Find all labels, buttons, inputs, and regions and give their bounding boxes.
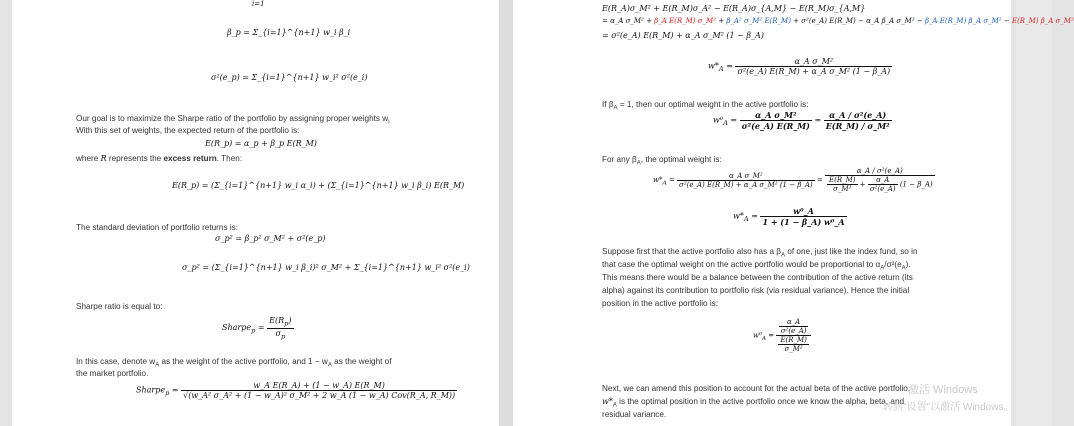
- suppose-2a: that case the optimal weight on the active portfolio would be proportional to α: [602, 260, 881, 269]
- sharpe-den-sub: p: [280, 332, 286, 341]
- wstar2-den-frac1: [827, 176, 858, 193]
- denote-sub2: A: [327, 362, 332, 369]
- sum-index-top: i=1: [252, 0, 265, 8]
- wstar2-num: α_A σ_M²: [677, 172, 815, 181]
- if-beta-text: If β: [602, 100, 614, 109]
- windows-watermark-line2: 转到"设置"以激活 Windows。: [883, 402, 1014, 413]
- eq-top-line2: [602, 17, 1074, 25]
- if-beta-sub: A: [613, 105, 618, 112]
- suppose-1-sub: A: [781, 252, 786, 259]
- suppose-2-sub2: A: [901, 265, 906, 272]
- eq-w-star-general: $w*_A$ = $\frac{\text{α\_A σ\_M²}}{\text{σ²(e\_A) E(R\_M) + α\_A σ\_M² (1 − β\_A)}}$ = α_A / σ²(e_A) $\frac{E(R\_M)}{\text{σ\_M²}}$ + $\frac{\alpha\_A}{\text{σ²(e\_A)}}$ (1 − β_A): [653, 167, 933, 193]
- w0-frac2: [824, 110, 892, 131]
- w0b-frac: [776, 318, 811, 353]
- wstar2-den-frac1-den: σ_M²: [833, 185, 852, 193]
- next-wstar-sub: A: [612, 402, 617, 409]
- eq-w-star-final: $w*_A$ = $\frac{\text{w⁰\_A}}{\text{1 + (1 − β\_A) w⁰\_A}}$: [733, 206, 845, 227]
- wstar2-den-tail: (1 − β_A): [899, 180, 933, 189]
- wstar-lhs-sub: A: [718, 65, 724, 74]
- para-std: The standard deviation of portfolio returns is:: [76, 223, 239, 232]
- para-suppose-line3: This means there would be a balance between the contribution of the active return (its: [602, 273, 913, 282]
- wstar2-den: σ²(e_A) E(R_M) + α_A σ_M² (1 − β_A): [679, 180, 813, 189]
- if-beta-rest: = 1, then our optimal weight in the active portfolio is:: [617, 100, 809, 109]
- where-symbol: R: [100, 154, 107, 163]
- right-page: [513, 0, 1074, 426]
- wstar2-den-frac2: [868, 176, 898, 193]
- suppose-1a: Suppose first that the active portfolio also has a β: [602, 247, 782, 256]
- wstar2-den-right: $\frac{E(R\_M)}{\text{σ\_M²}}$ + $\frac{\alpha\_A}{\text{σ²(e\_A)}}$ (1 − β_A): [829, 176, 933, 193]
- sharpe-frac: [267, 316, 293, 340]
- eq-top2-part1: β_A E(R_M) σ_M²: [654, 17, 716, 25]
- para-next-line3: residual variance.: [602, 410, 667, 419]
- where-suffix: . Then:: [216, 154, 243, 163]
- wstar3-den: 1 + (1 − β_A) w⁰_A: [762, 217, 845, 227]
- eq-top2-part7: E(R_M) β_A σ_M²: [1011, 17, 1074, 25]
- wstar-frac: [735, 57, 892, 76]
- eq-variance-1: σ_p² = β_p² σ_M² + σ²(e_p): [215, 234, 326, 243]
- where-bold: excess return: [163, 154, 217, 163]
- suppose-2-sub1: A: [880, 265, 885, 272]
- para-goal-sub: i: [388, 119, 390, 126]
- denote-sub1: A: [155, 362, 160, 369]
- where-mid: represents the: [106, 154, 164, 163]
- sharpe2-den: √(w_A² σ_A² + (1 − w_A)² σ_M² + 2 w_A (1 − w_A) Cov(R_A, R_M)): [183, 391, 456, 400]
- eq-beta-p-text: β_p = Σ_{i=1}^{n+1} w_i β_i: [227, 28, 351, 37]
- eq-top2-part6: −: [1001, 17, 1012, 25]
- sharpe-den-text: σ: [275, 328, 281, 338]
- eq-w-zero-initial: $w^0_A$ = $\frac{\frac{\alpha\_A}{\text{σ²(e\_A)}}}{\frac{E(R\_M)}{\text{σ\_M²}}}$: [753, 318, 811, 353]
- eq-sharpe-weighted: Sharpe$_p$ = w_A E(R_A) + (1 − w_A) E(R_M) √(w_A² σ_A² + (1 − w_A)² σ_M² + 2 w_A (1 − w_A) Cov(R_A, R_M)): [136, 381, 456, 400]
- w0-num2: α_A / σ²(e_A): [824, 110, 892, 121]
- w0b-den-num: E(R_M): [780, 336, 807, 344]
- for-any-rest: , the optimal weight is:: [640, 155, 722, 164]
- para-where: [76, 153, 242, 164]
- w0b-num: [776, 318, 811, 336]
- next-text: is the optimal position in the active portfolio once we know the alpha, beta, and: [616, 397, 905, 406]
- w0b-num-frac: [779, 318, 809, 335]
- w0-den2: E(R_M) / σ_M²: [825, 121, 890, 131]
- w0b-num-den: σ²(e_A): [780, 327, 807, 335]
- eq-variance-2: σ_p² = (Σ_{i=1}^{n+1} w_i β_i)² σ_M² + Σ_{i=1}^{n+1} w_i² σ²(e_i): [182, 263, 470, 272]
- wstar3-frac: [760, 206, 846, 227]
- wstar2-frac-right: [825, 167, 935, 193]
- left-page: [12, 0, 499, 426]
- w0-lhs-sub: A: [723, 119, 728, 128]
- para-denote-line2: the market portfolio.: [76, 369, 149, 378]
- w0b-num-num: α_A: [779, 318, 809, 327]
- denote-3: as the weight of: [331, 357, 392, 366]
- eq-expanded-return: E(R_p) = (Σ_{i=1}^{n+1} w_i α_i) + (Σ_{i=1}^{n+1} w_i β_i) E(R_M): [172, 181, 465, 190]
- w0b-den-den: σ_M²: [784, 345, 803, 353]
- page-gutter: [499, 0, 513, 426]
- suppose-2c: ).: [905, 260, 911, 269]
- eq-top-line1: E(R_A)σ_M² + E(R_M)σ_A² − E(R_A)σ_{A,M} − E(R_M)σ_{A,M}: [602, 4, 866, 13]
- eq-top2-part0: = α_A σ_M² +: [602, 17, 655, 25]
- for-any-sub: A: [636, 160, 641, 167]
- eq-top-line3: = σ²(e_A) E(R_M) + α_A σ_M² (1 − β_A): [602, 31, 764, 40]
- wstar-lhs: w*: [708, 61, 719, 71]
- w0b-den-frac: [778, 336, 809, 353]
- wstar3-num: w⁰_A: [760, 206, 846, 217]
- eq-top2-part3: β_A² σ_M² E(R_M): [726, 17, 791, 25]
- suppose-1b: of one, just like the index fund, so in: [785, 247, 918, 256]
- eq-top2-part2: +: [716, 17, 727, 25]
- para-sharpe: Sharpe ratio is equal to:: [76, 302, 163, 311]
- para-next-line1: Next, we can amend this position to account for the actual beta of the active portfolio.: [602, 384, 911, 393]
- scrollbar[interactable]: [1016, 0, 1052, 426]
- sharpe-num-text: E(R: [269, 316, 285, 325]
- sharpe2-num: w_A E(R_A) + (1 − w_A) E(R_M): [181, 381, 457, 391]
- eq-expected-return: E(R_p) = α_p + β_p E(R_M): [205, 139, 317, 148]
- para-suppose-line4: alpha) against its contribution to portfolio risk (via residual variance). Hence the initial: [602, 286, 910, 295]
- eq-top2-part4: + σ²(e_A) E(R_M) − α_A β_A σ_M² −: [790, 17, 925, 25]
- eq-sharpe-ratio: Sharpe$_p$ = $\frac{E(R_p)}{\sigma_p}$: [222, 316, 292, 341]
- denote-1: In this case, denote w: [76, 357, 156, 366]
- w0-lhs: w⁰: [713, 115, 724, 125]
- eq-beta-portfolio: [227, 28, 350, 37]
- w0-den1: σ²(e_A) E(R_M): [741, 121, 810, 131]
- w0-frac1: [740, 110, 812, 131]
- sharpe-num: $E(R_p)$: [269, 316, 292, 328]
- eq-top2-part5: β_A E(R_M) β_A σ_M²: [924, 17, 1002, 25]
- wstar2-den-frac2-num: α_A: [868, 176, 898, 185]
- wstar-den: σ²(e_A) E(R_M) + α_A σ_M² (1 − β_A): [737, 67, 891, 76]
- eq-residual-variance: [211, 73, 367, 82]
- para-goal-line2: With this set of weights, the expected return of the portfolio is:: [76, 126, 300, 135]
- where-prefix: where: [76, 154, 101, 163]
- sharpe-lhs: Sharpe: [222, 323, 252, 333]
- eq-resid-var-text: σ²(e_p) = Σ_{i=1}^{n+1} w_i² σ²(e_i): [211, 73, 368, 82]
- sharpe2-frac: [181, 381, 457, 400]
- eq-w-star: $w*_A$ = $\frac{\text{α\_A σ\_M²}}{\text{σ²(e\_A) E(R\_M) + α\_A σ\_M² (1 − β\_A)}}$: [708, 57, 891, 76]
- windows-watermark-line1: 激活 Windows: [908, 384, 978, 396]
- suppose-2b: /σ²(e: [884, 260, 902, 269]
- sharpe-lhs-sub: p: [251, 326, 256, 335]
- for-any-text: For any β: [602, 155, 637, 164]
- wstar-num: α_A σ_M²: [735, 57, 892, 67]
- next-wstar: w*: [602, 397, 613, 406]
- sharpe-den: [267, 329, 293, 341]
- sharpe-num-sub: p: [284, 319, 289, 328]
- wstar2-den-frac1-num: E(R_M): [829, 176, 856, 184]
- eq-w-zero: $w^0_A$ = $\frac{\text{α\_A σ\_M²}}{\text{σ²(e\_A) E(R\_M)}}$ = $\frac{\text{α\_A / σ²(e\_A)}}{\text{E(R\_M) / σ\_M²}}$: [713, 110, 890, 131]
- wstar2-den-frac2-den: σ²(e_A): [869, 185, 896, 193]
- wstar2-num-right: α_A / σ²(e_A): [825, 167, 935, 176]
- wstar2-frac: [677, 172, 815, 189]
- denote-2: as the weight of the active portfolio, and 1 − w: [159, 357, 328, 366]
- w0b-den: [776, 336, 811, 353]
- w0-num1: α_A σ_M²: [740, 110, 812, 121]
- para-goal-text: Our goal is to maximize the Sharpe ratio of the portfolio by assigning proper weights w: [76, 114, 389, 123]
- para-suppose-line5: position in the active portfolio is:: [602, 299, 719, 308]
